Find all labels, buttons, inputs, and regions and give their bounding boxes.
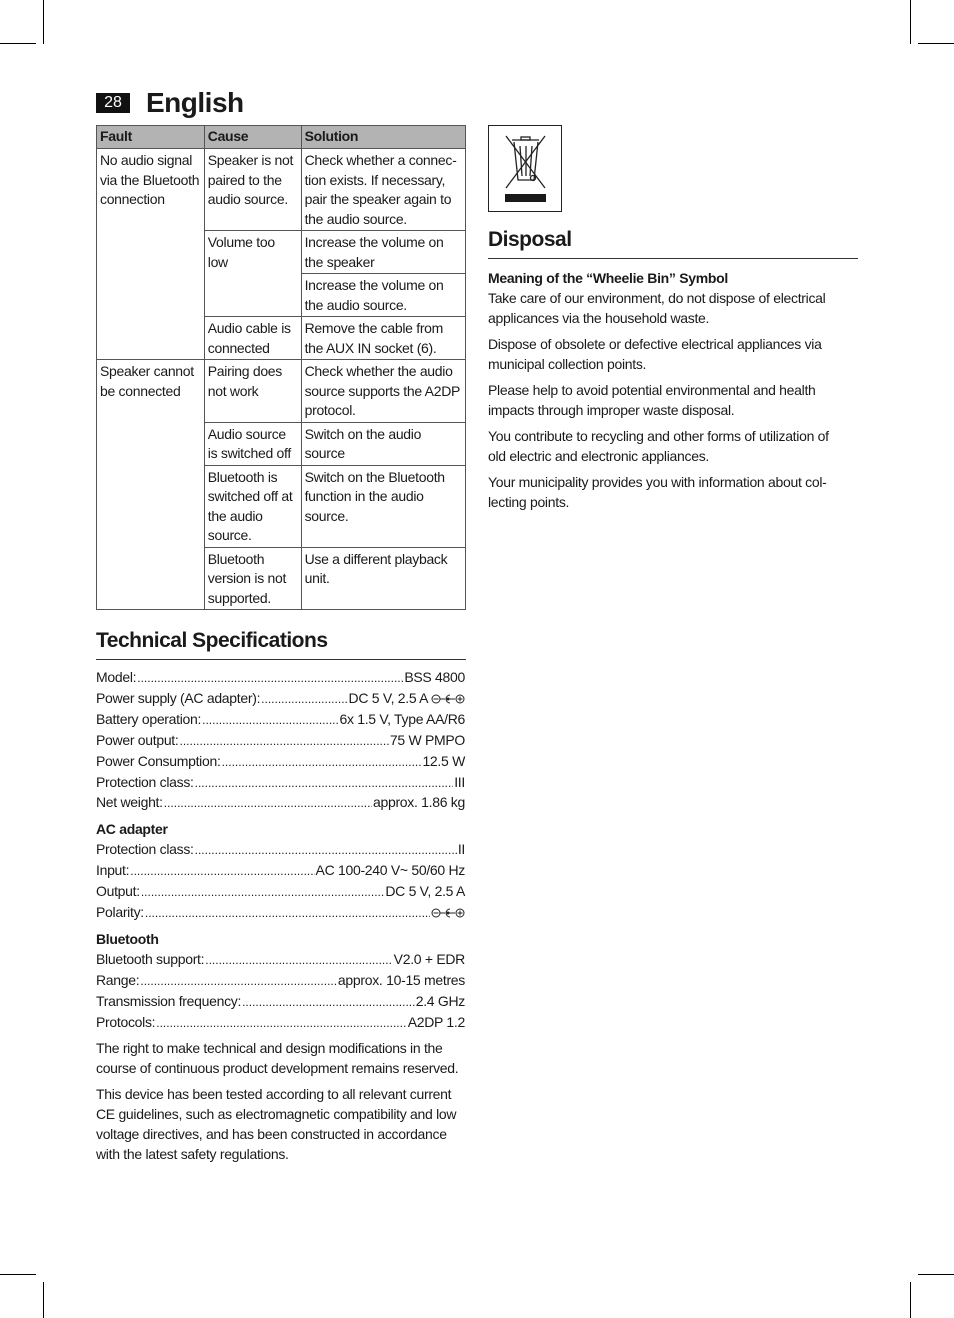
spec-row — [96, 971, 465, 992]
section-divider — [488, 258, 858, 259]
spec-row — [96, 840, 465, 861]
spec-value-text: 75 W PMPO — [389, 731, 465, 748]
spec-row — [96, 689, 465, 710]
spec-row — [96, 752, 465, 773]
tech-specs-list — [96, 668, 465, 1165]
spec-value-text: approx. 10-15 metres — [337, 971, 465, 988]
crop-mark — [43, 1282, 44, 1318]
spec-label: Polarity: — [96, 903, 144, 920]
spec-value — [404, 668, 465, 688]
disposal-text — [488, 268, 848, 512]
spec-label: Net weight: — [96, 794, 163, 811]
spec-row — [96, 903, 465, 924]
page-language-title: English — [146, 87, 244, 118]
solution-cell: Remove the cable from the AUX IN socket (6). — [301, 317, 465, 360]
tech-specs-title: Technical Specifications — [96, 629, 328, 652]
spec-value — [390, 731, 465, 751]
spec-label: Range: — [96, 971, 140, 988]
cause-cell: Bluetooth version is not supported. — [204, 547, 301, 610]
spec-row — [96, 731, 465, 752]
spec-label: Power Consumption: — [96, 752, 221, 769]
spec-label: Protection class: — [96, 841, 194, 858]
spec-value — [338, 971, 465, 991]
spec-value — [408, 1013, 465, 1033]
section-divider — [96, 659, 466, 660]
crop-mark — [918, 1274, 954, 1275]
polarity-symbol-icon — [431, 693, 465, 705]
spec-value — [339, 710, 465, 730]
spec-row — [96, 1013, 465, 1034]
spec-label: Model: — [96, 669, 137, 685]
disposal-paragraph: You contribute to recycling and other forms of utilization of old electric and electronic appliances. — [488, 428, 829, 464]
crop-mark — [910, 1282, 911, 1318]
spec-value-text: 6x 1.5 V, Type AA/R6 — [339, 710, 465, 727]
bluetooth-specs — [96, 950, 465, 1034]
disposal-paragraph: Take care of our environment, do not dispose of electrical applicances via the household waste. — [488, 290, 826, 326]
spec-value-text: AC 100-240 V~ 50/60 Hz — [315, 862, 465, 879]
bluetooth-heading: Bluetooth — [96, 930, 159, 947]
spec-label: Battery operation: — [96, 710, 202, 727]
solution-cell: Switch on the audio source — [301, 422, 465, 465]
page-number: 28 — [96, 93, 130, 113]
general-specs — [96, 668, 465, 814]
spec-label: Transmission frequency: — [96, 992, 242, 1009]
spec-value — [385, 882, 465, 902]
spec-value — [416, 992, 465, 1012]
spec-row — [96, 793, 465, 814]
table-row — [97, 149, 466, 231]
dot-leader — [195, 840, 457, 861]
fault-cell: No audio signal via the Bluetooth connection — [97, 149, 205, 360]
dot-leader — [261, 689, 347, 710]
solution-cell: Increase the volume on the speaker — [301, 231, 465, 274]
spec-value — [349, 689, 465, 709]
crop-mark — [0, 1274, 36, 1275]
spec-value-text: II — [457, 841, 465, 858]
spec-row — [96, 992, 465, 1013]
disposal-paragraph: Your municipality provides you with information about col-lecting points. — [488, 474, 827, 510]
dot-leader — [205, 950, 392, 971]
table-row — [97, 360, 466, 423]
dot-leader — [130, 861, 314, 882]
disposal-subtitle: Meaning of the “Wheelie Bin” Symbol — [488, 270, 728, 286]
cause-cell: Pairing does not work — [204, 360, 301, 423]
spec-value-text: 2.4 GHz — [415, 992, 465, 1009]
spec-value — [458, 840, 465, 860]
dot-leader — [164, 793, 372, 814]
spec-row — [96, 668, 465, 689]
cause-cell: Audio source is switched off — [204, 422, 301, 465]
spec-row — [96, 882, 465, 903]
dot-leader — [156, 1013, 406, 1034]
crop-mark — [0, 43, 36, 44]
crossed-wheelie-bin-icon — [488, 125, 562, 212]
spec-label: Output: — [96, 883, 140, 900]
disposal-paragraph: Please help to avoid potential environmental and health impacts through improper waste disposal. — [488, 382, 816, 418]
spec-label: Power supply (AC adapter): — [96, 689, 261, 706]
disposal-title: Disposal — [488, 228, 572, 251]
ac-adapter-specs — [96, 840, 465, 924]
dot-leader — [242, 992, 415, 1013]
solution-cell: Check whether the audio source supports the A2DP protocol. — [301, 360, 465, 423]
spec-label: Protocols: — [96, 1013, 156, 1030]
spec-value-text: 12.5 W — [422, 752, 465, 769]
dot-leader — [141, 882, 385, 903]
spec-value — [316, 861, 465, 881]
spec-value-text: DC 5 V, 2.5 A — [348, 689, 428, 706]
spec-value — [373, 793, 465, 813]
dot-leader — [137, 668, 403, 689]
spec-value-text: BSS 4800 — [404, 669, 465, 685]
spec-label: Protection class: — [96, 773, 194, 790]
cause-cell: Audio cable is connected — [204, 317, 301, 360]
spec-value — [394, 950, 465, 970]
spec-row — [96, 950, 465, 971]
troubleshooting-table — [96, 125, 466, 610]
crop-mark — [910, 0, 911, 44]
spec-row — [96, 710, 465, 731]
column-header-fault: Fault — [97, 126, 205, 149]
dot-leader — [195, 773, 454, 794]
column-header-solution: Solution — [301, 126, 465, 149]
spec-value-text: A2DP 1.2 — [407, 1013, 465, 1030]
dot-leader — [222, 752, 422, 773]
spec-value — [431, 903, 465, 923]
solution-cell: Switch on the Bluetooth function in the audio source. — [301, 465, 465, 547]
dot-leader — [202, 710, 338, 731]
spec-label: Input: — [96, 862, 130, 879]
fault-cell: Speaker cannot be connected — [97, 360, 205, 610]
spec-label: Power output: — [96, 731, 179, 748]
crop-mark — [918, 43, 954, 44]
spec-value — [454, 773, 465, 793]
table-header-row — [97, 126, 466, 149]
crop-mark — [43, 0, 44, 44]
spec-label: Bluetooth support: — [96, 950, 205, 967]
solution-cell: Increase the volume on the audio source. — [301, 274, 465, 317]
ac-adapter-heading: AC adapter — [96, 821, 168, 838]
spec-value-text: DC 5 V, 2.5 A — [385, 883, 465, 900]
solution-cell: Use a different playback unit. — [301, 547, 465, 610]
ce-compliance-note: This device has been tested according to all relevant current CE guidelines, such as electromagnetic compatibility and low voltage directives, and has been constructed in accordance with the latest safety regulations. — [96, 1086, 457, 1162]
cause-cell: Speaker is not paired to the audio source. — [204, 149, 301, 231]
cause-cell: Volume too low — [204, 231, 301, 317]
dot-leader — [180, 731, 389, 752]
page-header — [96, 86, 244, 120]
spec-row — [96, 773, 465, 794]
spec-row — [96, 861, 465, 882]
disposal-paragraph: Dispose of obsolete or defective electrical appliances via municipal collection points. — [488, 336, 822, 372]
spec-value-text: V2.0 + EDR — [393, 950, 465, 967]
dot-leader — [140, 971, 337, 992]
cause-cell: Bluetooth is switched off at the audio source. — [204, 465, 301, 547]
spec-value — [422, 752, 465, 772]
spec-value-text: approx. 1.86 kg — [372, 794, 465, 811]
spec-value-text: III — [454, 773, 465, 790]
polarity-symbol-icon — [431, 907, 465, 919]
dot-leader — [145, 903, 430, 924]
column-header-cause: Cause — [204, 126, 301, 149]
modification-note: The right to make technical and design modifications in the course of continuous product development remains reserved. — [96, 1040, 459, 1077]
solution-cell: Check whether a connec-tion exists. If necessary, pair the speaker again to the audio source. — [301, 149, 465, 231]
